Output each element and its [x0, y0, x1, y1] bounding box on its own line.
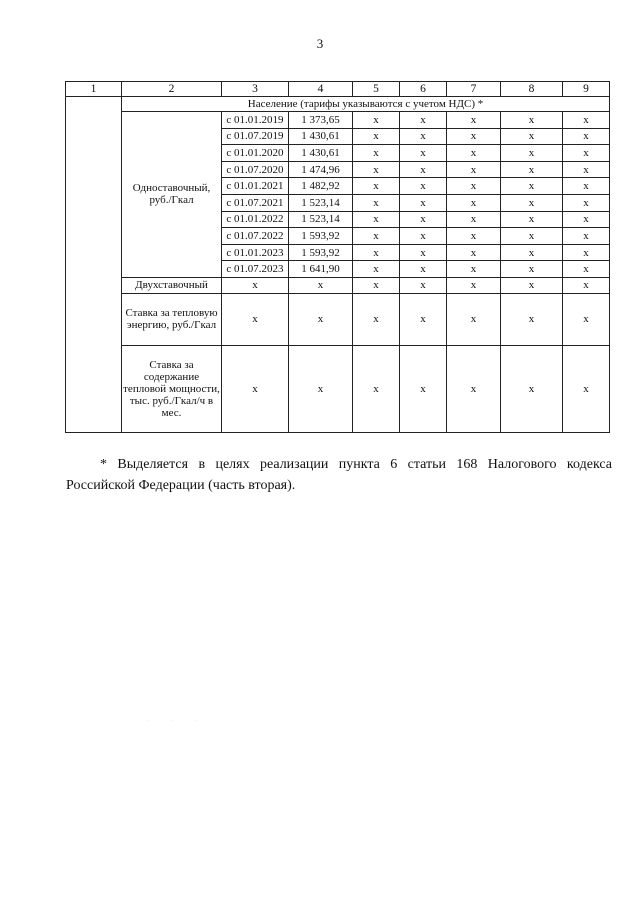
x-cell: х: [353, 112, 400, 129]
x-cell: х: [563, 261, 610, 278]
x-cell: х: [447, 112, 501, 129]
x-cell: х: [400, 161, 447, 178]
x-cell: х: [563, 145, 610, 162]
x-cell: х: [563, 178, 610, 195]
footnote-text: * Выделяется в целях реализации пункта 6 статьи 168 Налогового кодекса Российской Федерации (часть вторая).: [66, 457, 612, 493]
x-cell: х: [400, 211, 447, 228]
x-cell: х: [563, 277, 610, 293]
x-cell: х: [447, 345, 501, 432]
period-cell: с 01.01.2023: [222, 244, 289, 261]
column-header: 9: [563, 82, 610, 97]
x-cell: х: [353, 244, 400, 261]
x-cell: х: [353, 145, 400, 162]
page-number: 3: [316, 36, 324, 51]
x-cell: х: [400, 194, 447, 211]
x-cell: х: [501, 194, 563, 211]
period-cell: с 01.07.2019: [222, 128, 289, 145]
x-cell: х: [447, 293, 501, 345]
table-row: [66, 345, 610, 432]
x-cell: х: [501, 145, 563, 162]
x-cell: х: [353, 293, 400, 345]
period-cell: с 01.01.2021: [222, 178, 289, 195]
capacity-rate-label: Ставка за содержание тепловой мощности, тыс. руб./Гкал/ч в мес.: [122, 345, 222, 432]
x-cell: х: [447, 161, 501, 178]
x-cell: х: [400, 128, 447, 145]
x-cell: х: [353, 178, 400, 195]
x-cell: х: [563, 293, 610, 345]
x-cell: х: [289, 293, 353, 345]
tariff-value-cell: 1 523,14: [289, 211, 353, 228]
x-cell: х: [222, 345, 289, 432]
x-cell: х: [353, 194, 400, 211]
x-cell: х: [447, 211, 501, 228]
footnote: [66, 454, 612, 496]
period-cell: с 01.01.2020: [222, 145, 289, 162]
x-cell: х: [447, 194, 501, 211]
period-cell: с 01.07.2023: [222, 261, 289, 278]
period-cell: с 01.07.2022: [222, 228, 289, 245]
period-cell: с 01.01.2019: [222, 112, 289, 129]
x-cell: х: [563, 161, 610, 178]
x-cell: х: [353, 277, 400, 293]
x-cell: х: [400, 178, 447, 195]
x-cell: х: [400, 145, 447, 162]
x-cell: х: [400, 228, 447, 245]
x-cell: х: [501, 211, 563, 228]
x-cell: х: [447, 244, 501, 261]
column-header: 7: [447, 82, 501, 97]
x-cell: х: [501, 228, 563, 245]
column-header: 3: [222, 82, 289, 97]
x-cell: х: [501, 277, 563, 293]
tariff-value-cell: 1 373,65: [289, 112, 353, 129]
x-cell: х: [563, 128, 610, 145]
table-row: [66, 293, 610, 345]
x-cell: х: [501, 128, 563, 145]
table-row: [66, 277, 610, 293]
x-cell: х: [501, 161, 563, 178]
x-cell: х: [501, 112, 563, 129]
period-cell: с 01.07.2020: [222, 161, 289, 178]
x-cell: х: [563, 345, 610, 432]
x-cell: х: [289, 277, 353, 293]
x-cell: х: [400, 244, 447, 261]
x-cell: х: [353, 161, 400, 178]
x-cell: х: [501, 261, 563, 278]
x-cell: х: [563, 228, 610, 245]
column-header: 6: [400, 82, 447, 97]
heat-energy-rate-label: Ставка за тепловую энергию, руб./Гкал: [122, 293, 222, 345]
x-cell: х: [501, 345, 563, 432]
x-cell: х: [353, 128, 400, 145]
x-cell: х: [447, 178, 501, 195]
section-row: [66, 97, 610, 112]
one-part-tariff-label: Одноставочный, руб./Гкал: [122, 112, 222, 278]
x-cell: х: [563, 194, 610, 211]
two-part-label: Двухставочный: [122, 277, 222, 293]
column-header: 4: [289, 82, 353, 97]
column-header: 8: [501, 82, 563, 97]
tariff-value-cell: 1 593,92: [289, 244, 353, 261]
x-cell: х: [447, 128, 501, 145]
period-cell: с 01.01.2022: [222, 211, 289, 228]
x-cell: х: [400, 293, 447, 345]
x-cell: х: [289, 345, 353, 432]
x-cell: х: [447, 261, 501, 278]
tariff-table: [65, 81, 610, 433]
x-cell: х: [353, 345, 400, 432]
x-cell: х: [447, 277, 501, 293]
tariff-value-cell: 1 430,61: [289, 145, 353, 162]
x-cell: х: [501, 244, 563, 261]
header-row: [66, 82, 610, 97]
section-title: Население (тарифы указываются с учетом НДС) *: [122, 97, 610, 112]
x-cell: х: [222, 277, 289, 293]
column-header: 1: [66, 82, 122, 97]
table-row: [66, 112, 610, 129]
x-cell: х: [501, 293, 563, 345]
column-header: 2: [122, 82, 222, 97]
x-cell: х: [353, 228, 400, 245]
x-cell: х: [447, 228, 501, 245]
tariff-value-cell: 1 430,61: [289, 128, 353, 145]
tariff-value-cell: 1 593,92: [289, 228, 353, 245]
x-cell: х: [400, 261, 447, 278]
x-cell: х: [563, 112, 610, 129]
x-cell: х: [563, 211, 610, 228]
blank-column-cell: [66, 97, 122, 433]
column-header: 5: [353, 82, 400, 97]
x-cell: х: [400, 277, 447, 293]
scan-specks: · · ·: [148, 718, 207, 724]
x-cell: х: [501, 178, 563, 195]
x-cell: х: [400, 112, 447, 129]
x-cell: х: [400, 345, 447, 432]
tariff-value-cell: 1 641,90: [289, 261, 353, 278]
x-cell: х: [447, 145, 501, 162]
x-cell: х: [353, 261, 400, 278]
x-cell: х: [563, 244, 610, 261]
tariff-value-cell: 1 523,14: [289, 194, 353, 211]
period-cell: с 01.07.2021: [222, 194, 289, 211]
tariff-value-cell: 1 482,92: [289, 178, 353, 195]
x-cell: х: [222, 293, 289, 345]
x-cell: х: [353, 211, 400, 228]
tariff-value-cell: 1 474,96: [289, 161, 353, 178]
